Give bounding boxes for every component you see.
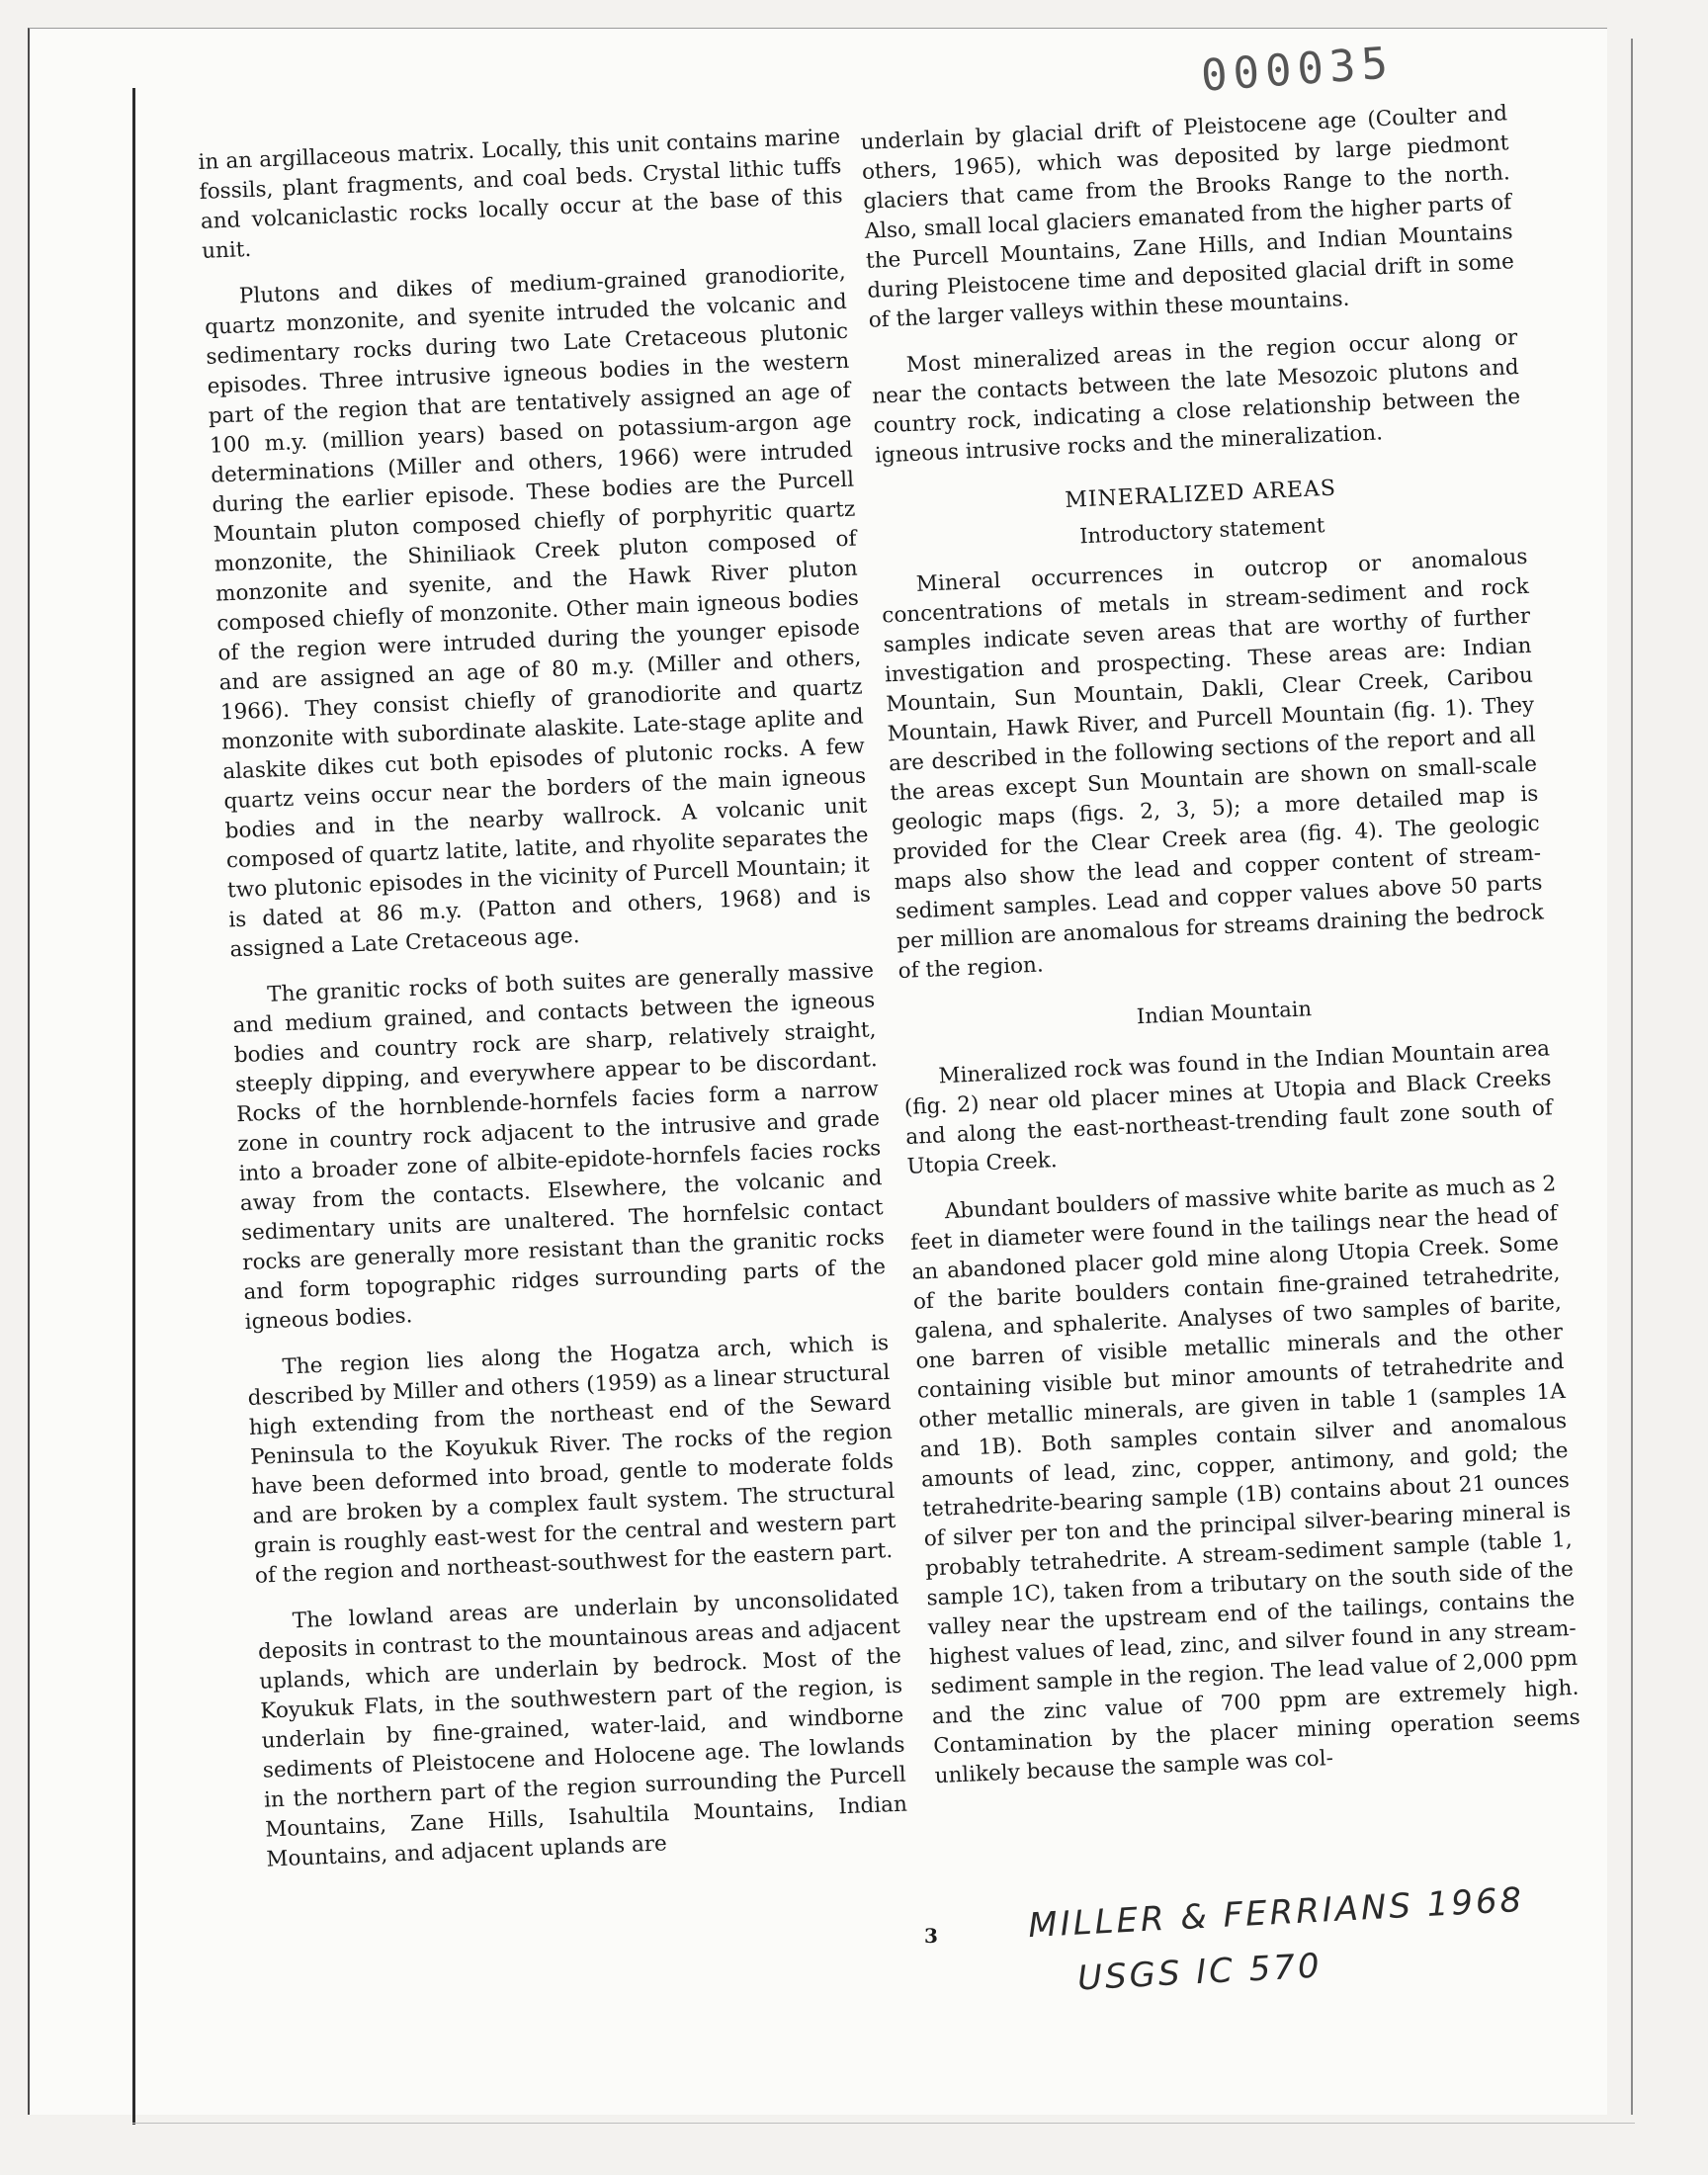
page-left-edge [132,88,135,2125]
subheading-indian-mountain: Indian Mountain [1136,997,1313,1029]
paragraph: The lowland areas are underlain by unconsolidated deposits in contrast to the mountainous areas and adjacent uplands, which are underlain by bedrock. Most of the Koyukuk Flats, in the southwestern part of the region, is underlain by fine-grained, water-laid, and windborne sediments of Pleistocene and Holocene age. The lowlands in the northern part of the region surrounding the Purcell Mountains, Zane Hills, Isahultila Mountains, Indian Mountains, and adjacent uplands are [257,1584,908,1872]
paragraph: Plutons and dikes of medium-grained granodiorite, quartz monzonite, and syenite intruded the volcanic and sedimentary rocks during two Late Cretaceous plutonic episodes. Three intrusive igneous bodies in the western part of the region that are tentatively assigned an age of 100 m.y. (million years) based on potassium-argon age determinations (Miller and others, 1966) were intruded during the earlier episode. These bodies are the Purcell Mountain pluton composed chiefly of porphyritic quartz monzonite, the Shiniliaok Creek pluton composed of monzonite and syenite, and the Hawk River pluton composed chiefly of monzonite. Other main igneous bodies of the region were intruded during the younger episode and are assigned an age of 80 m.y. (Miller and others, 1966). They consist chiefly of granodiorite and quartz monzonite with subordinate alaskite. Late-stage aplite and alaskite dikes cut both episodes of plutonic rocks. A few quartz veins occur near the borders of the main igneous bodies and in the nearby wallrock. A volcanic unit composed of quartz latite, latite, and rhyolite separates the two plutonic episodes in the vicinity of Purcell Mountain; it is dated at 86 m.y. (Patton and others, 1968) and is assigned a Late Cretaceous age. [204,259,872,963]
paragraph: The granitic rocks of both suites are generally massive and medium grained, and contacts between the igneous bodies and country rock are sharp, relatively straight, steeply dipping, and everywhere appear to be discordant. Rocks of the hornblende-hornfels facies form a narrow zone in country rock adjacent to the intrusive and grade into a broader zone of albite-epidote-hornfels facies rocks away from the contacts. Elsewhere, the volcanic and sedimentary units are unaltered. The hornfelsic contact rocks are generally more resistant than the granitic rocks and form topographic ridges surrounding parts of the igneous bodies. [232,958,887,1336]
page-number: 3 [924,1924,938,1948]
right-column [860,99,1582,1808]
paragraph: Mineralized rock was found in the Indian Mountain area (fig. 2) near old placer mines at Utopia and Black Creeks and along the east-northeast-trending fault zone south of Utopia Creek. [903,1036,1554,1179]
handwritten-citation: MILLER & FERRIANS 1968 [1027,1879,1526,1947]
paragraph: underlain by glacial drift of Pleistocene age (Coulter and others, 1965), which was deposited by large piedmont glaciers that came from the Brooks Range to the north. Also, small local glaciers emanated from the higher parts of the Purcell Mountains, Zane Hills, and Indian Mountains during Pleistocene time and deposited glacial drift in some of the larger valleys within these mountains. [860,101,1515,333]
stamp-number: 000035 [1199,38,1396,102]
left-column [198,123,909,1892]
paragraph: Most mineralized areas in the region occur along or near the contacts between the late Mesozoic plutons and country rock, indicating a close relationship between the igneous intrusive rocks and the mineralization. [871,325,1521,469]
page-bottom-edge [132,2123,1635,2124]
page-right-edge [1631,39,1633,2115]
section-heading: MINERALIZED AREAS [1064,476,1337,513]
paragraph: Abundant boulders of massive white barite as much as 2 feet in diameter were found in the tailings near the head of an abandoned placer gold mine along Utopia Creek. Some of the barite boulders contain fine-grained tetrahedrite, galena, and sphalerite. Analyses of two samples of barite, one barren of visible metallic minerals and the other containing visible but minor amounts of tetrahedrite and other metallic minerals, are given in table 1 (samples 1A and 1B). Both samples contain silver and anomalous amounts of lead, zinc, copper, antimony, and gold; the tetrahedrite-bearing sample (1B) contains about 21 ounces of silver per ton and the principal silver-bearing mineral is probably tetrahedrite. A stream-sediment sample (table 1, sample 1C), taken from a tributary on the south side of the valley near the upstream end of the tailings, contains the highest values of lead, zinc, and silver found in any stream-sediment sample in the region. The lead value of 2,000 ppm and the zinc value of 700 ppm are extremely high. Contamination by the placer mining operation seems unlikely because the sample was col- [909,1172,1581,1789]
subheading-introductory-statement: Introductory statement [1078,513,1325,549]
paragraph: Mineral occurrences in outcrop or anomalous concentrations of metals in stream-sediment and rock samples indicate seven areas that are worthy of further investigation and prospecting. These areas are: Indian Mountain, Sun Mountain, Dakli, Clear Creek, Caribou Mountain, Hawk River, and Purcell Mountain (fig. 1). They are described in the following sections of the report and all the areas except Sun Mountain are shown on small-scale geologic maps (figs. 2, 3, 5); a more detailed map is provided for the Clear Creek area (fig. 4). The geologic maps also show the lead and copper content of stream-sediment samples. Lead and copper values above 50 parts per million are anomalous for streams draining the bedrock of the region. [881,544,1545,985]
paragraph: The region lies along the Hogatza arch, which is described by Miller and others (1959) as a linear structural high extending from the northeast end of the Seward Peninsula to the Koyukuk River. The rocks of the region have been deformed into broad, gentle to moderate folds and are broken by a complex fault system. The structural grain is roughly east-west for the central and western part of the region and northeast-southwest for the eastern part. [247,1330,897,1589]
handwritten-reference: USGS IC 570 [1076,1946,1324,1999]
paragraph: in an argillaceous matrix. Locally, this unit contains marine fossils, plant fragments, and coal beds. Crystal lithic tuffs and volcaniclastic rocks locally occur at the base of this unit. [198,124,843,264]
